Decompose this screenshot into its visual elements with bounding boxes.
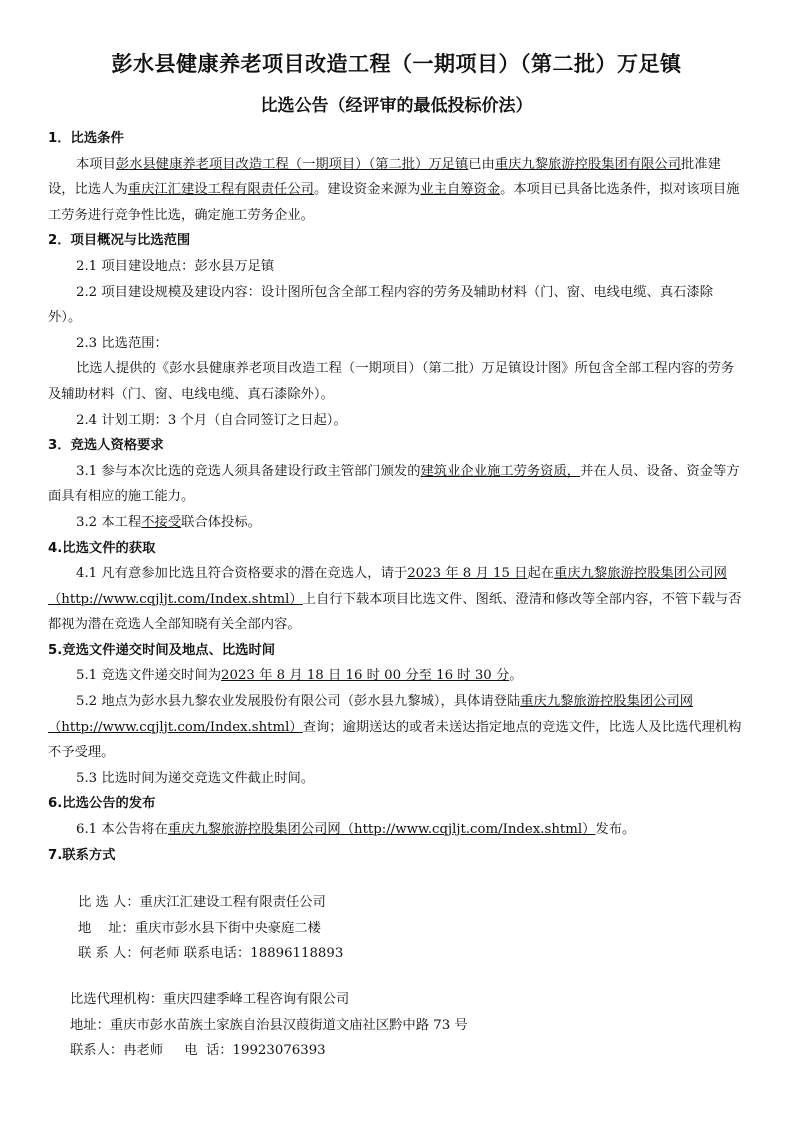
section-2	[48, 228, 745, 433]
section-3-item-2	[48, 510, 745, 536]
section-7-heading: 7.联系方式	[48, 847, 116, 863]
text-run: 上自行下载本项目比选文件、图纸、澄清和修改等全部内容，不管下载与否都视为潜在竞选人全部知晓有关全部内容。	[48, 591, 742, 633]
section-4-heading: 4.比选文件的获取	[48, 540, 156, 556]
document-body	[48, 126, 745, 1064]
text-run: 5.2 地点为彭水县九黎农业发展股份有限公司（彭水县九黎城），具体请登陆	[76, 694, 521, 710]
agent-contact-label: 联系人：	[70, 1043, 124, 1059]
website-link[interactable]: 重庆九黎旅游控股集团公司网（http://www.cqjljt.com/Index.shtml）	[167, 822, 596, 838]
text-run: 本项目	[76, 156, 116, 172]
bidder-contact-line	[78, 941, 745, 967]
section-7	[48, 843, 745, 1064]
agent-address-label: 地址：	[70, 1017, 110, 1033]
document-subtitle: 比选公告（经评审的最低投标价法）	[260, 96, 533, 116]
section-5-item-1	[48, 663, 745, 689]
section-1-heading: 1．比选条件	[48, 131, 124, 146]
section-2-item-3: 2.3 比选范围：	[76, 335, 168, 351]
text-run: 批准建设，比选人为	[48, 156, 721, 198]
bidder-label: 比 选 人：	[78, 895, 140, 911]
text-run: 3.1 参与本次比选的竞选人须具备建设行政主管部门颁发的	[76, 463, 421, 479]
website-link[interactable]: 重庆九黎旅游控股集团公司网（http://www.cqjljt.com/Index.shtml）	[48, 566, 727, 607]
bidder-name: 重庆江汇建设工程有限责任公司	[127, 182, 314, 198]
section-6-item-1	[48, 817, 745, 843]
section-4-item-1	[48, 561, 745, 638]
text-run: 4.1 凡有意参加比选且符合资格要求的潜在竞选人，请于	[76, 566, 408, 582]
agent-address-value: 重庆市彭水苗族土家族自治县汉葭街道文庙社区黔中路 73 号	[109, 1017, 468, 1033]
section-5	[48, 638, 745, 792]
section-2-heading: 2．项目概况与比选范围	[48, 233, 191, 249]
section-6	[48, 791, 745, 842]
bidder-value: 重庆江汇建设工程有限责任公司	[139, 895, 326, 911]
qualification: 建筑业企业施工劳务资质，	[420, 463, 581, 479]
bidder-address-line	[78, 916, 745, 942]
section-3-heading: 3．竞选人资格要求	[48, 438, 164, 454]
text-run: 5.1 竞选文件递交时间为	[76, 668, 222, 684]
text-run: 。	[509, 668, 523, 684]
section-3	[48, 433, 745, 535]
agent-value: 重庆四建季峰工程咨询有限公司	[163, 992, 350, 1007]
text-run: 并在人员、设备、资金等方面具有相应的施工能力。	[48, 463, 740, 505]
contact-value: 何老师 联系电话：18896118893	[139, 946, 344, 962]
section-2-item-2: 2.2 项目建设规模及建设内容：设计图所包含全部工程内容的劳务及辅助材料（门、窗、电线电缆、真石漆除外）。	[48, 284, 714, 326]
agent-label: 比选代理机构：	[70, 992, 164, 1007]
address-label: 地 址：	[78, 920, 135, 936]
text-run: 查询；逾期送达的或者未送达指定地点的竞选文件，比选人及比选代理机构不予受理。	[48, 719, 742, 761]
section-1-paragraph	[48, 152, 745, 229]
section-2-scope: 比选人提供的《彭水县健康养老项目改造工程（一期项目）（第二批）万足镇设计图》所包含全部工程内容的劳务及辅助材料（门、窗、电线电缆、真石漆除外）。	[48, 361, 735, 402]
agent-line	[70, 987, 745, 1013]
agent-contact-block	[48, 987, 745, 1064]
document-title: 彭水县健康养老项目改造工程（一期项目）（第二批）万足镇	[111, 52, 682, 76]
bidder-line	[78, 890, 745, 916]
website-link[interactable]: 重庆九黎旅游控股集团公司网（http://www.cqjljt.com/Index.shtml）	[48, 694, 694, 735]
section-5-item-2	[48, 689, 745, 766]
consortium-status: 不接受	[141, 514, 182, 530]
start-date: 2023 年 8 月 15 日	[407, 566, 528, 582]
text-run: 已由	[468, 156, 495, 172]
text-run: 6.1 本公告将在	[76, 822, 168, 838]
agent-address-line	[70, 1013, 745, 1039]
text-run: 。本项目已具备比选条件，拟对该项目施工劳务进行竞争性比选，确定施工劳务企业。	[48, 182, 740, 223]
approver-name: 重庆九黎旅游控股集团有限公司	[494, 156, 682, 172]
agent-contact-value: 冉老师 电 话：19923076393	[123, 1043, 326, 1059]
section-4	[48, 536, 745, 638]
submission-time: 2023 年 8 月 18 日 16 时 00 分至 16 时 30 分	[221, 668, 510, 684]
agent-contact-line	[70, 1038, 745, 1064]
text-run: 发布。	[595, 822, 636, 838]
section-5-item-3: 5.3 比选时间为递交竞选文件截止时间。	[76, 770, 315, 786]
text-run: 3.2 本工程	[76, 514, 142, 530]
project-name: 彭水县健康养老项目改造工程（一期项目）（第二批）万足镇	[115, 156, 469, 172]
section-6-heading: 6.比选公告的发布	[48, 796, 156, 812]
section-2-item-1: 2.1 项目建设地点：彭水县万足镇	[76, 258, 275, 274]
text-run: 。建设资金来源为	[313, 182, 421, 198]
bidder-contact-block	[48, 890, 745, 967]
contact-label: 联 系 人：	[78, 946, 140, 962]
section-2-item-4: 2.4 计划工期：3 个月（自合同签订之日起）。	[76, 412, 347, 428]
fund-source: 业主自筹资金	[420, 182, 501, 198]
section-1	[48, 126, 745, 228]
section-5-heading: 5.竞选文件递交时间及地点、比选时间	[48, 642, 276, 658]
text-run: 起在	[527, 566, 555, 582]
text-run: 联合体投标。	[181, 514, 261, 530]
address-value: 重庆市彭水县下街中央豪庭二楼	[134, 920, 321, 936]
section-3-item-1	[48, 459, 745, 510]
